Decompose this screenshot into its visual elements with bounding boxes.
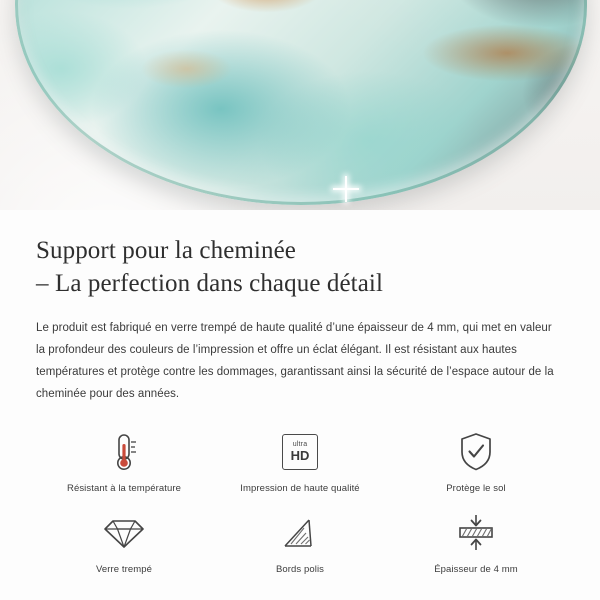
shield-check-icon (456, 429, 496, 475)
polished-edges-icon (281, 510, 319, 556)
ultra-hd-icon (282, 429, 318, 475)
feature-label: Impression de haute qualité (240, 482, 360, 494)
thickness-arrows-icon (454, 510, 498, 556)
feature-item-tempered-glass (36, 510, 212, 575)
feature-label: Épaisseur de 4 mm (434, 563, 518, 575)
feature-item-floor-protection (388, 429, 564, 494)
feature-grid (36, 429, 564, 575)
ultra-hd-badge-top: ultra (292, 441, 308, 449)
feature-item-temperature (36, 429, 212, 494)
page-title-line-2: – La perfection dans chaque détail (36, 270, 383, 298)
page-title-line-1: Support pour la cheminée (36, 237, 296, 264)
feature-item-polished-edges (212, 510, 388, 575)
thermometer-icon (104, 429, 144, 475)
glass-panel-image (15, 0, 587, 205)
feature-item-print-quality (212, 429, 388, 494)
feature-item-thickness (388, 510, 564, 575)
content-area (0, 210, 600, 575)
feature-label: Résistant à la température (66, 482, 182, 494)
hero-image (0, 0, 600, 210)
page-title (36, 234, 564, 301)
feature-label: Bords polis (275, 563, 325, 575)
feature-label: Verre trempé (95, 563, 153, 575)
ultra-hd-badge-bottom: HD (290, 448, 310, 464)
diamond-icon (103, 510, 145, 556)
feature-label: Protège le sol (446, 482, 506, 494)
product-description: Le produit est fabriqué en verre trempé de haute qualité d’une épaisseur de 4 mm, qui met en valeur la profondeur des couleurs de l’impression et offre un éclat élégant. Il est résistant aux hautes températures et protège contre les dommages, garantissant ainsi la sécurité de l’espace autour de la cheminée pour des années. (36, 321, 554, 400)
